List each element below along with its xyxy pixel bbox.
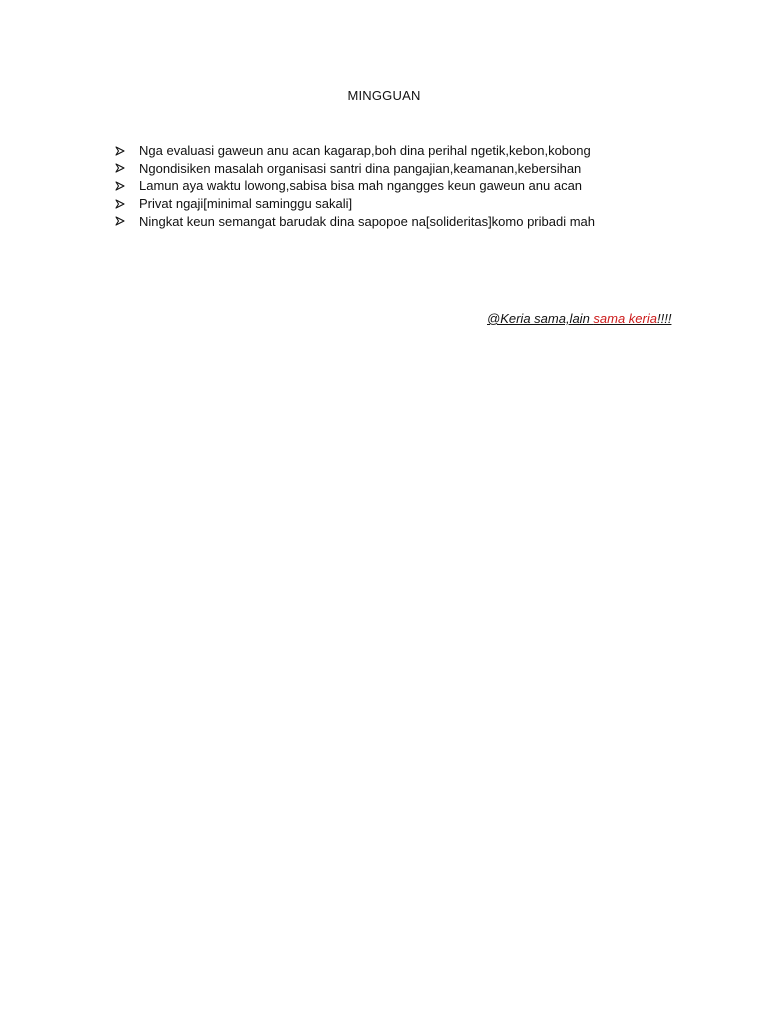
arrowhead-bullet-icon [115, 146, 139, 156]
list-item [115, 195, 595, 213]
list-item [115, 212, 595, 230]
list-item [115, 177, 595, 195]
list-item [115, 160, 595, 178]
document-title: MINGGUAN [347, 88, 421, 103]
list-item-text: Nga evaluasi gaweun anu acan kagarap,boh dina perihal ngetik,kebon,kobong [139, 143, 591, 159]
bullet-list [115, 142, 595, 230]
list-item-text: Lamun aya waktu lowong,sabisa bisa mah ngangges keun gaweun anu acan [139, 178, 583, 194]
list-item-text: Ningkat keun semangat barudak dina sapopoe na[solideritas]komo pribadi mah [139, 213, 596, 229]
arrowhead-bullet-icon [115, 181, 139, 191]
signature-text-highlight: sama keria [593, 311, 657, 326]
arrowhead-bullet-icon [115, 163, 139, 173]
list-item-text: Privat ngaji[minimal saminggu sakali] [139, 196, 353, 212]
signature-text-end: !!!! [656, 311, 672, 326]
list-item-text: Ngondisiken masalah organisasi santri dina pangajian,keamanan,kebersihan [139, 160, 582, 176]
signature-text-start: @Keria sama,lain [487, 311, 594, 326]
arrowhead-bullet-icon [115, 199, 139, 209]
list-item [115, 142, 595, 160]
signature-line [487, 311, 671, 326]
arrowhead-bullet-icon [115, 216, 139, 226]
